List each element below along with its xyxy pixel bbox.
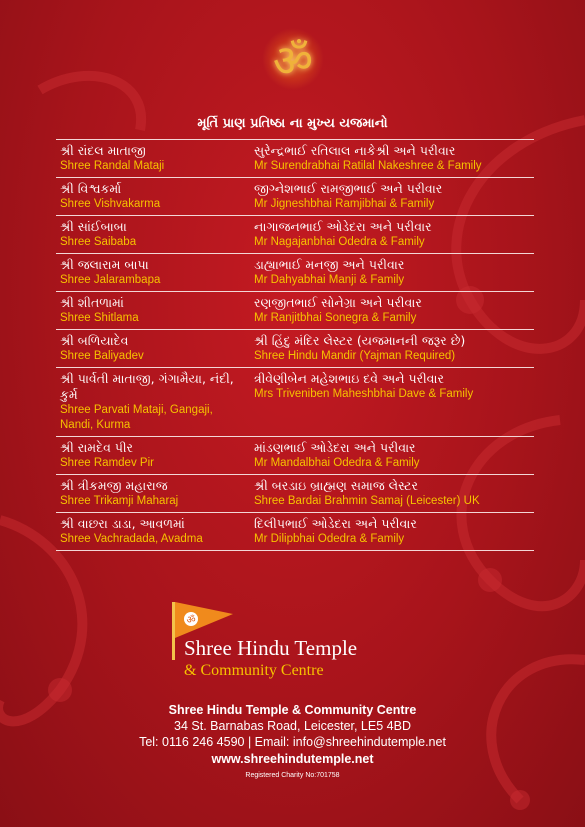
sponsor-english: Mr Dilipbhai Odedra & Family bbox=[254, 533, 405, 545]
deity-cell bbox=[56, 178, 250, 216]
deity-cell bbox=[56, 513, 250, 551]
sponsor-cell bbox=[250, 475, 534, 513]
deity-gujarati: શ્રી વિશ્વકર્મા bbox=[60, 181, 122, 196]
sponsor-cell bbox=[250, 437, 534, 475]
deity-english: Shree Vachradada, Avadma bbox=[60, 533, 203, 545]
deity-gujarati: શ્રી રાંદલ માતાજી bbox=[60, 143, 146, 158]
deity-english: Shree Saibaba bbox=[60, 236, 137, 248]
table-row bbox=[56, 140, 534, 178]
sponsor-cell bbox=[250, 330, 534, 368]
deity-english: Shree Baliyadev bbox=[60, 350, 144, 362]
table-row bbox=[56, 330, 534, 368]
deity-gujarati: શ્રી જલારામ બાપા bbox=[60, 257, 149, 272]
sponsor-cell bbox=[250, 254, 534, 292]
sponsor-gujarati: દિલીપભાઈ ઓડેદરા અને પરીવાર bbox=[254, 516, 417, 531]
deity-english: Shree Parvati Mataji, Gangaji, Nandi, Kurma bbox=[60, 404, 213, 431]
deity-gujarati: શ્રી રામદેવ પીર bbox=[60, 440, 133, 455]
deity-english: Shree Ramdev Pir bbox=[60, 457, 154, 469]
sponsor-cell bbox=[250, 292, 534, 330]
sponsor-cell bbox=[250, 178, 534, 216]
sponsor-english: Shree Bardai Brahmin Samaj (Leicester) UK bbox=[254, 495, 480, 507]
flag-om-symbol: ॐ bbox=[186, 615, 196, 626]
deity-gujarati: શ્રી બળિયાદેવ bbox=[60, 333, 129, 348]
sponsor-english: Mr Surendrabhai Ratilal Nakeshree & Family bbox=[254, 160, 482, 172]
temple-logo bbox=[172, 598, 422, 688]
sponsor-gujarati: જીગ્નેશભાઈ રામજીભાઈ અને પરીવાર bbox=[254, 181, 443, 196]
table-row bbox=[56, 475, 534, 513]
deity-cell bbox=[56, 254, 250, 292]
deity-cell bbox=[56, 475, 250, 513]
sponsor-cell bbox=[250, 140, 534, 178]
sponsor-english: Mr Dahyabhai Manji & Family bbox=[254, 274, 405, 286]
table-row bbox=[56, 216, 534, 254]
sponsor-english: Mr Nagajanbhai Odedra & Family bbox=[254, 236, 425, 248]
sponsor-gujarati: શ્રી બરડાઇ બ્રાહ્મણ સમાજ લેસ્ટર bbox=[254, 478, 419, 493]
deity-gujarati: શ્રી વાછરા ડાડા, આવળમાં bbox=[60, 516, 185, 531]
sponsor-english: Mr Ranjitbhai Sonegra & Family bbox=[254, 312, 417, 324]
deity-cell bbox=[56, 140, 250, 178]
deity-english: Shree Shitlama bbox=[60, 312, 139, 324]
deity-cell bbox=[56, 368, 250, 437]
sponsor-cell bbox=[250, 513, 534, 551]
deity-gujarati: શ્રી સાંઈબાબા bbox=[60, 219, 127, 234]
table-row bbox=[56, 513, 534, 551]
sponsor-gujarati: ત્રીવેણીબેન મહેશભાઇ દવે અને પરીવાર bbox=[254, 371, 444, 386]
deity-english: Shree Vishvakarma bbox=[60, 198, 161, 210]
deity-gujarati: શ્રી ત્રીકમજી મહારાજ bbox=[60, 478, 168, 493]
table-row bbox=[56, 178, 534, 216]
sponsor-cell bbox=[250, 368, 534, 437]
registered-charity: Registered Charity No:701758 bbox=[245, 772, 340, 779]
deity-cell bbox=[56, 330, 250, 368]
deity-cell bbox=[56, 292, 250, 330]
table-row bbox=[56, 254, 534, 292]
sponsor-english: Mr Mandalbhai Odedra & Family bbox=[254, 457, 420, 469]
table-row bbox=[56, 292, 534, 330]
page-heading: મૂર્તિ પ્રાણ પ્રતિષ્ઠા ના મુખ્ય યજમાનો bbox=[197, 116, 388, 131]
sponsor-english: Mrs Triveniben Maheshbhai Dave & Family bbox=[254, 388, 474, 400]
sponsor-gujarati: માંડણભાઈ ઓડેદરા અને પરીવાર bbox=[254, 440, 416, 455]
logo-line-2: & Community Centre bbox=[184, 662, 324, 679]
sponsor-gujarati: સુરેન્દ્રભાઈ રતિલાલ નાકેશ્રી અને પરીવાર bbox=[254, 143, 456, 158]
om-symbol-icon: ॐ bbox=[262, 28, 324, 90]
sponsor-gujarati: રણજીતભાઈ સોનેગ્રા અને પરીવાર bbox=[254, 295, 422, 310]
sponsor-english: Shree Hindu Mandir (Yajman Required) bbox=[254, 350, 456, 362]
deity-cell bbox=[56, 437, 250, 475]
logo-line-1: Shree Hindu Temple bbox=[184, 636, 358, 660]
deity-cell bbox=[56, 216, 250, 254]
website-link[interactable]: www.shreehindutemple.net bbox=[211, 752, 374, 766]
table-row bbox=[56, 368, 534, 437]
table-row bbox=[56, 437, 534, 475]
deity-gujarati: શ્રી શીતળામાં bbox=[60, 295, 124, 310]
address: 34 St. Barnabas Road, Leicester, LE5 4BD bbox=[174, 719, 411, 733]
sponsor-gujarati: નાગાજનભાઈ ઓડેદરા અને પરીવાર bbox=[254, 219, 432, 234]
deity-gujarati: શ્રી પાર્વતી માતાજી, ગંગામૈયા, નંદી, કુર્મ bbox=[60, 371, 234, 402]
sponsor-gujarati: શ્રી હિંદુ મંદિર લેસ્ટર (યજમાનની જરૂર છે) bbox=[254, 333, 466, 348]
deity-english: Shree Trikamji Maharaj bbox=[60, 495, 179, 507]
sponsors-table bbox=[56, 139, 534, 551]
tel-email: Tel: 0116 246 4590 | Email: info@shreehindutemple.net bbox=[139, 735, 446, 749]
org-name: Shree Hindu Temple & Community Centre bbox=[168, 703, 417, 717]
deity-english: Shree Jalarambapa bbox=[60, 274, 161, 286]
flag-icon bbox=[175, 602, 233, 638]
sponsor-cell bbox=[250, 216, 534, 254]
sponsor-english: Mr Jigneshbhai Ramjibhai & Family bbox=[254, 198, 435, 210]
sponsor-gujarati: ડાહ્યાભાઈ મનજી અને પરીવાર bbox=[254, 257, 405, 272]
deity-english: Shree Randal Mataji bbox=[60, 160, 165, 172]
